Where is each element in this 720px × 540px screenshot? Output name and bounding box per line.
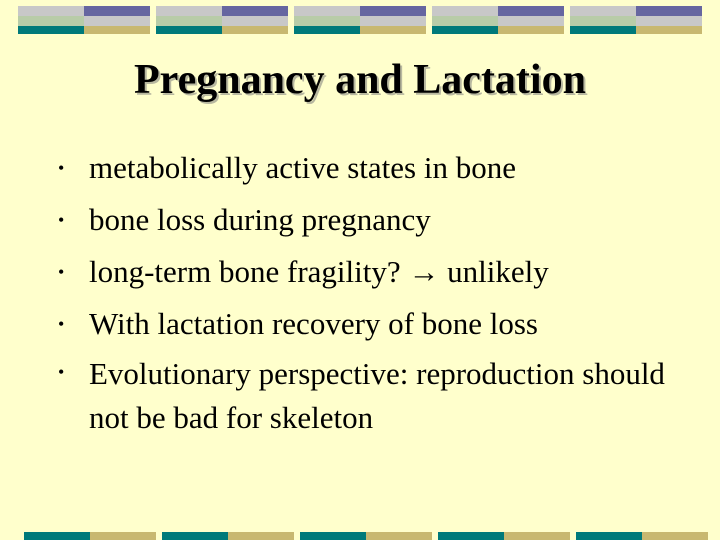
- decorative-tile: [438, 532, 570, 540]
- bullet-text: Evolutionary perspective: reproduction should not be bad for skeleton: [89, 356, 665, 435]
- bullet-item: [52, 298, 692, 350]
- bottom-decorative-band: [0, 532, 720, 540]
- bullet-item: [52, 142, 692, 194]
- decorative-tile: [156, 6, 288, 36]
- bullet-item: [52, 350, 692, 440]
- bullet-dot-icon: •: [58, 262, 65, 282]
- bullet-text: long-term bone fragility? → unlikely: [89, 254, 549, 289]
- bullet-list: [52, 142, 692, 440]
- bullet-item: [52, 194, 692, 246]
- decorative-tile: [300, 532, 432, 540]
- decorative-tile: [576, 532, 708, 540]
- decorative-tile: [294, 6, 426, 36]
- bullet-dot-icon: •: [58, 210, 65, 230]
- decorative-tile: [432, 6, 564, 36]
- slide-title: Pregnancy and Lactation: [134, 57, 586, 103]
- bullet-dot-icon: •: [58, 158, 65, 178]
- bullet-dot-icon: •: [58, 362, 65, 382]
- bullet-text: With lactation recovery of bone loss: [89, 306, 538, 341]
- top-decorative-band: [0, 6, 720, 36]
- decorative-tile: [18, 6, 150, 36]
- decorative-tile: [162, 532, 294, 540]
- bullet-item: [52, 246, 692, 298]
- decorative-tile: [24, 532, 156, 540]
- decorative-tile: [570, 6, 702, 36]
- bullet-dot-icon: •: [58, 314, 65, 334]
- bullet-text: bone loss during pregnancy: [89, 202, 431, 237]
- bullet-text: metabolically active states in bone: [89, 150, 516, 185]
